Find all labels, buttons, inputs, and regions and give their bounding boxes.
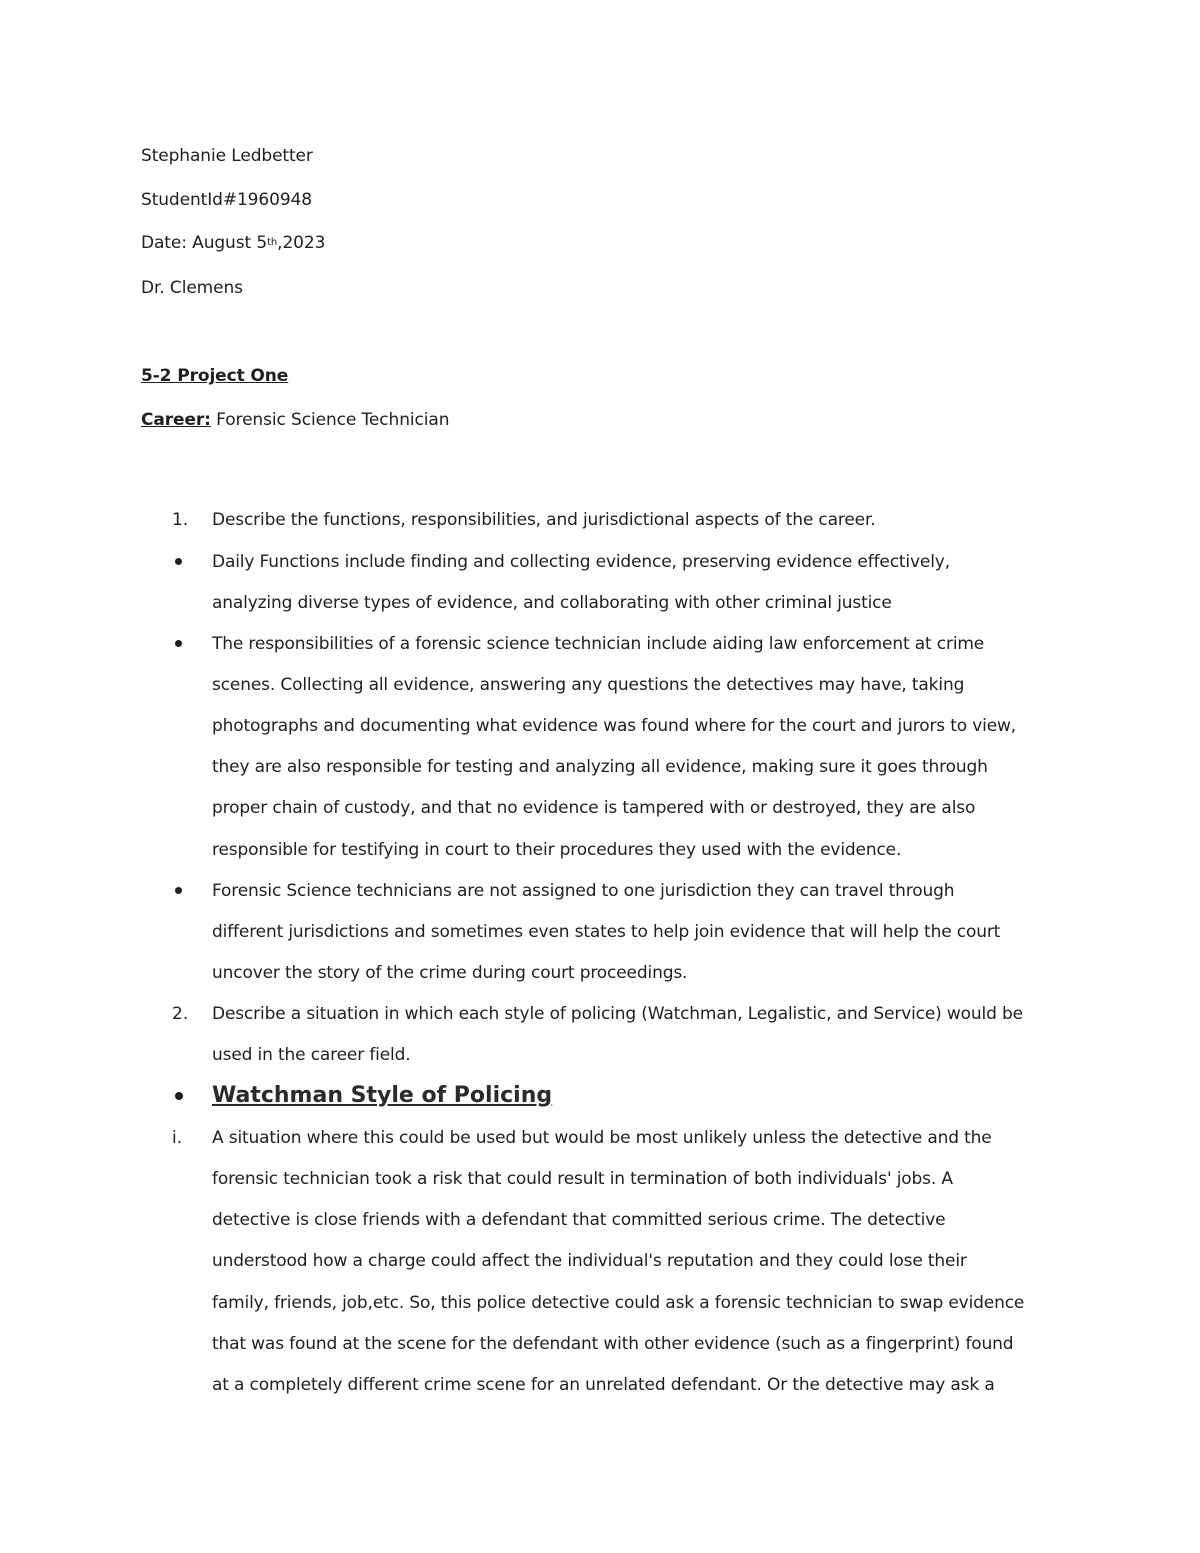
q1-b1-line: Daily Functions include finding and collecting evidence, preserving evidence effectively, (212, 552, 950, 572)
bullet-icon (175, 887, 182, 894)
career-label: Career: (141, 410, 211, 430)
q1-b2-line: photographs and documenting what evidence was found where for the court and jurors to view, (212, 716, 1017, 736)
q2-question-line: Describe a situation in which each style of policing (Watchman, Legalistic, and Service) would be (212, 1004, 1023, 1024)
bullet-icon (175, 558, 182, 565)
roman-numeral: i. (172, 1128, 183, 1148)
q1-b3-line: uncover the story of the crime during court proceedings. (212, 963, 688, 983)
q1-b1-line: analyzing diverse types of evidence, and collaborating with other criminal justice (212, 593, 892, 613)
watchman-line: forensic technician took a risk that could result in termination of both individuals' jobs. A (212, 1169, 953, 1189)
date-line (141, 232, 325, 257)
watchman-line: that was found at the scene for the defendant with other evidence (such as a fingerprint) found (212, 1334, 1014, 1354)
q1-b2-line: responsible for testifying in court to their procedures they used with the evidence. (212, 840, 902, 860)
q1-b2-line: scenes. Collecting all evidence, answering any questions the detectives may have, taking (212, 675, 965, 695)
q1-b2-line: The responsibilities of a forensic science technician include aiding law enforcement at crime (212, 634, 985, 654)
watchman-line: family, friends, job,etc. So, this police detective could ask a forensic technician to swap evidence (212, 1293, 1025, 1313)
q1-b3-line: different jurisdictions and sometimes even states to help join evidence that will help the court (212, 922, 1001, 942)
q2-question-line: used in the career field. (212, 1045, 411, 1065)
date-prefix: Date: August 5 (141, 233, 268, 253)
watchman-heading: Watchman Style of Policing (212, 1083, 553, 1108)
career-line (141, 409, 449, 431)
bullet-icon (175, 1092, 183, 1100)
watchman-line: at a completely different crime scene for an unrelated defendant. Or the detective may ask a (212, 1375, 995, 1395)
instructor-name: Dr. Clemens (141, 278, 243, 298)
watchman-line: understood how a charge could affect the individual's reputation and they could lose their (212, 1251, 967, 1271)
date-superscript: th (267, 237, 278, 248)
watchman-line: A situation where this could be used but would be most unlikely unless the detective and the (212, 1128, 992, 1148)
student-name: Stephanie Ledbetter (141, 146, 313, 166)
q1-b3-line: Forensic Science technicians are not assigned to one jurisdiction they can travel through (212, 881, 955, 901)
date-suffix: ,2023 (277, 233, 326, 253)
q1-question: Describe the functions, responsibilities, and jurisdictional aspects of the career. (212, 510, 876, 530)
project-title: 5-2 Project One (141, 366, 289, 386)
q1-b2-line: they are also responsible for testing and analyzing all evidence, making sure it goes through (212, 757, 988, 777)
bullet-icon (175, 640, 182, 647)
career-value: Forensic Science Technician (210, 410, 450, 430)
q1-number: 1. (172, 510, 189, 530)
q2-number: 2. (172, 1004, 189, 1024)
student-id: StudentId#1960948 (141, 190, 312, 210)
q1-b2-line: proper chain of custody, and that no evidence is tampered with or destroyed, they are also (212, 798, 976, 818)
watchman-line: detective is close friends with a defendant that committed serious crime. The detective (212, 1210, 946, 1230)
